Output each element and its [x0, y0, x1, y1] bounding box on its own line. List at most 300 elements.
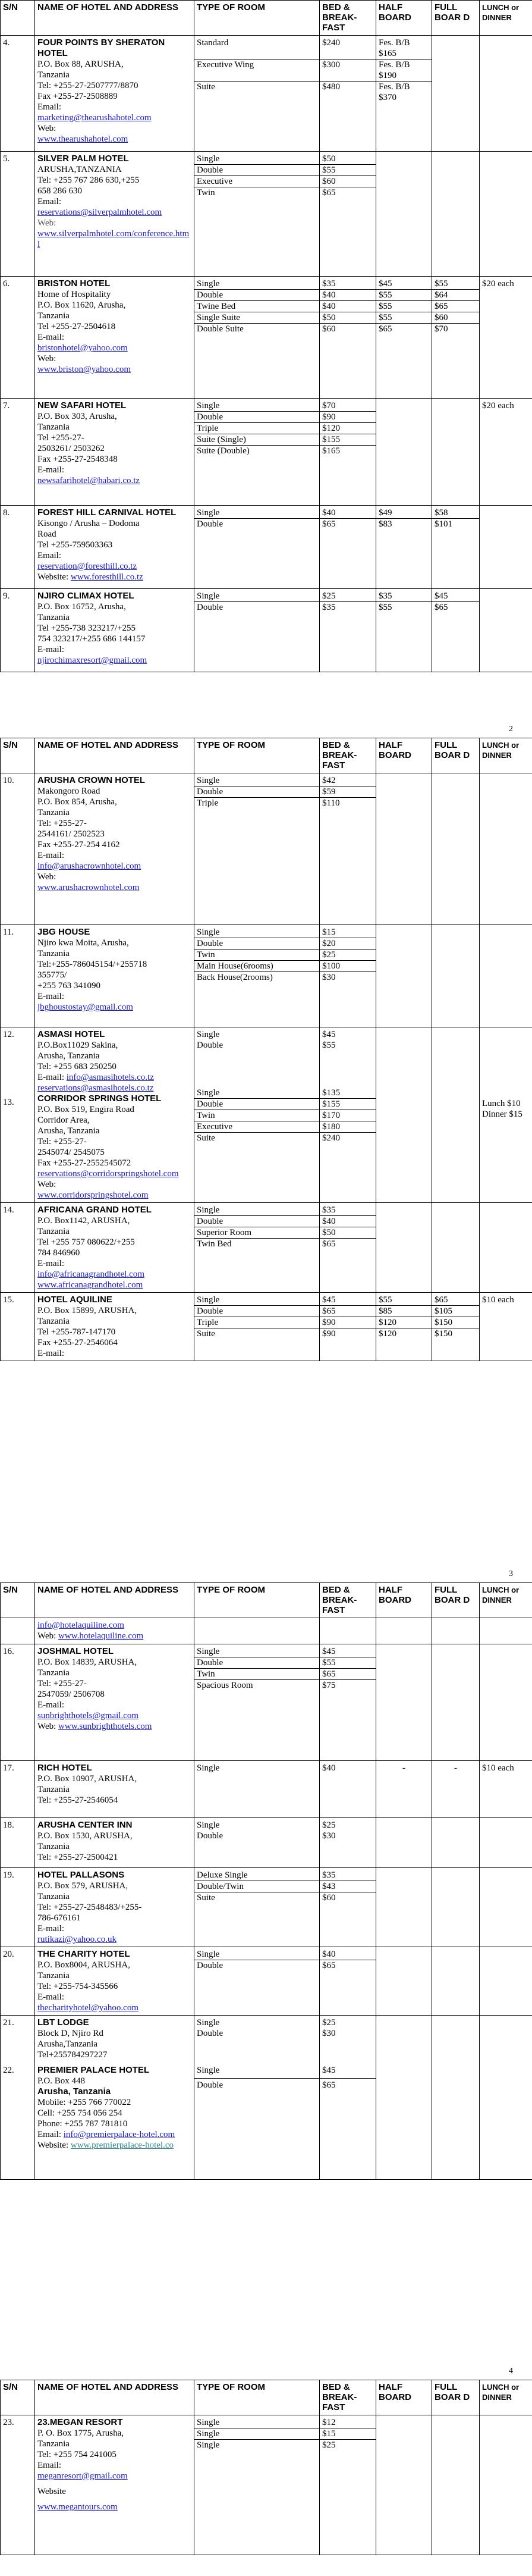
price: $75: [322, 1681, 336, 1690]
header-ld: LUNCH or DINNER: [480, 2380, 532, 2415]
room-type: Single: [194, 591, 319, 602]
email-link[interactable]: jbghoustostay@gmail.com: [37, 1002, 133, 1012]
price: $150: [435, 1329, 452, 1339]
price: -: [402, 1763, 405, 1773]
room-type: Suite: [197, 1893, 215, 1903]
hotel-address: [35, 1818, 194, 1868]
web-label: Website:: [37, 2141, 69, 2150]
price: $155: [320, 1099, 376, 1110]
price: $90: [322, 1329, 336, 1339]
price: $42: [320, 775, 376, 786]
price: $45: [320, 1295, 376, 1306]
hotel-address: [35, 1947, 194, 2016]
hotel-name: PREMIER PALACE HOTEL: [37, 2065, 150, 2075]
address-line: E-mail:: [37, 1924, 64, 1933]
price: $25: [320, 591, 376, 602]
address-line: P.O. Box 1530, ARUSHA,: [37, 1831, 133, 1841]
hotel-name: NEW SAFARI HOTEL: [37, 400, 127, 410]
room-type: Double: [194, 290, 319, 301]
header-type: TYPE OF ROOM: [194, 1, 320, 36]
price: -: [454, 1763, 457, 1773]
hb-prices: [376, 1293, 432, 1361]
row-sn: 9.: [1, 589, 35, 672]
address-line: Arusha, Tanzania: [37, 1051, 100, 1061]
address-line: ARUSHA,TANZANIA: [37, 165, 122, 174]
header-hb: HALF BOARD: [376, 1, 432, 36]
table-row: [1, 589, 532, 672]
hotel-name: NJIRO CLIMAX HOTEL: [37, 591, 134, 601]
empty-cell: [432, 1618, 480, 1644]
table-row: [1, 1293, 532, 1361]
table-row: [1, 1618, 532, 1644]
fb-prices: [432, 2415, 480, 2555]
table-row: [1, 1203, 532, 1293]
price: $65: [322, 1961, 336, 1970]
address-line: P.O. Box 14839, ARUSHA,: [37, 1657, 137, 1667]
price: $60: [320, 176, 376, 187]
row-sn: [1, 1618, 35, 1644]
header-name: NAME OF HOTEL AND ADDRESS: [35, 1, 194, 36]
room-types: [194, 152, 320, 277]
email-link[interactable]: thecharityhotel@yahoo.com: [37, 2003, 139, 2013]
hb-prices: [376, 2016, 432, 2180]
room-type: Single: [194, 153, 319, 165]
page-2: [0, 725, 532, 1361]
header-fb: FULL BOAR D: [432, 738, 480, 773]
address-line: Makongoro Road: [37, 786, 100, 796]
room-type: Single: [194, 2428, 319, 2440]
row-sn: 23.: [1, 2415, 35, 2555]
ld-price: $10 each: [480, 1293, 532, 1361]
price: Fes. B/B $165: [376, 37, 432, 59]
room-type: Suite (Double): [197, 446, 250, 456]
row-sn: 16.: [1, 1644, 35, 1761]
price: $35: [376, 591, 432, 602]
address-line: Tel +255-787-147170: [37, 1327, 116, 1337]
ld-price: [480, 506, 532, 589]
address-line: 658 286 630: [37, 186, 82, 196]
web-link[interactable]: www.foresthill.co.tz: [70, 572, 143, 582]
price: $65: [379, 324, 392, 334]
web-line: [37, 1631, 191, 1641]
room-types: [194, 1761, 320, 1818]
room-type: Double: [194, 1216, 319, 1227]
address-line: Njiro kwa Moita, Arusha,: [37, 938, 129, 948]
address-line: Fax +255-27-2548348: [37, 455, 118, 464]
email-link[interactable]: marketing@thearushahotel.com: [37, 113, 152, 123]
price: $30: [322, 1831, 336, 1841]
table-row: [1, 277, 532, 399]
hb-prices: [376, 1203, 432, 1293]
bb-prices: [320, 2415, 376, 2555]
hotel-address: [35, 589, 194, 672]
room-type: Executive Wing: [194, 59, 319, 82]
web-label: Web:: [37, 124, 56, 133]
hotel-address: [35, 2016, 194, 2180]
price: $45: [432, 591, 479, 602]
room-type: Double: [197, 519, 223, 529]
email-link[interactable]: reservation@foresthill.co.tz: [37, 562, 137, 571]
bb-prices: [320, 36, 376, 152]
room-types: [194, 36, 320, 152]
address-line: P.O. Box1142, ARUSHA,: [37, 1216, 130, 1226]
email-link[interactable]: info@premierpalace-hotel.com: [63, 2130, 175, 2139]
email-link[interactable]: info@asmasihotels.co.tz: [66, 1073, 154, 1082]
room-type: Single: [197, 2440, 220, 2450]
email-link-2[interactable]: reservations@asmasihotels.co.tz: [37, 1083, 154, 1093]
web-label: Website:: [37, 572, 69, 582]
price: $65: [322, 1239, 336, 1249]
address-line: E-mail:: [37, 333, 64, 342]
email-link[interactable]: info@africanagrandhotel.com: [37, 1270, 144, 1279]
email-link[interactable]: sunbrighthotels@gmail.com: [37, 1711, 139, 1721]
bb-prices: [320, 1293, 376, 1361]
header-fb: FULL BOAR D: [432, 1, 480, 36]
address-line: 2545074/ 2545075: [37, 1148, 105, 1157]
address-line: Tanzania: [37, 422, 70, 432]
room-type: Main House(6rooms): [194, 961, 319, 972]
room-type: Single: [197, 2066, 220, 2075]
email-link[interactable]: reservations@corridorspringshotel.com: [37, 1169, 179, 1179]
fb-prices: [432, 152, 480, 277]
web-link[interactable]: www.hotelaquiline.com: [58, 1631, 144, 1641]
email-link[interactable]: newsafarihotel@habari.co.tz: [37, 476, 140, 485]
row-sn: 20.: [1, 1947, 35, 2016]
room-type: Double: [194, 412, 319, 423]
bb-prices: [320, 589, 376, 672]
room-type: Single: [194, 1949, 319, 1960]
table-header-row: [1, 2380, 532, 2415]
price: $155: [320, 434, 376, 446]
hb-prices: [376, 773, 432, 925]
address-line: E-mail:: [37, 1992, 64, 2002]
price: $35: [320, 278, 376, 290]
address-line: Road: [37, 529, 56, 539]
price: $65: [432, 1295, 479, 1306]
row-sn: [1, 2016, 35, 2180]
address-line: Fax +255-27-2508889: [37, 92, 118, 101]
fb-prices: [432, 925, 480, 1027]
hotel-name: BRISTON HOTEL: [37, 278, 111, 289]
ld-price: [480, 1947, 532, 2016]
room-type: Single: [194, 400, 319, 412]
email-line: [37, 1072, 191, 1083]
hotel-name: JBG HOUSE: [37, 927, 90, 937]
hb-prices: [376, 36, 432, 152]
bb-prices: [320, 2016, 376, 2180]
row-sn: 14.: [1, 1203, 35, 1293]
room-types: [194, 277, 320, 399]
fb-prices: [432, 399, 480, 506]
price: $45: [376, 278, 432, 290]
web-link[interactable]: www.megantours.com: [37, 2502, 118, 2512]
hotel-address: [35, 506, 194, 589]
price: $110: [322, 798, 340, 808]
price: $85: [376, 1306, 432, 1317]
web-link[interactable]: www.arushacrownhotel.com: [37, 883, 140, 892]
price: $40: [320, 301, 376, 312]
ld-price: [480, 773, 532, 925]
hotel-name: SILVER PALM HOTEL: [37, 153, 129, 164]
room-type: Triple: [197, 798, 219, 808]
room-types: [194, 1644, 320, 1761]
hotel-address: [35, 1868, 194, 1947]
room-type: Double: [194, 1657, 319, 1669]
web-link[interactable]: www.sunbrighthotels.com: [58, 1722, 152, 1731]
header-hb: HALF BOARD: [376, 1583, 432, 1618]
ld-price: $20 each: [480, 277, 532, 399]
header-bb: BED & BREAK-FAST: [320, 1, 376, 36]
hotel-address: [35, 36, 194, 152]
header-ld: LUNCH or DINNER: [480, 1, 532, 36]
price: $240: [320, 37, 376, 59]
address-line: E-mail:: [37, 851, 64, 860]
address-line: Tanzania: [37, 1668, 70, 1678]
header-sn: S/N: [1, 738, 35, 773]
price: Fes. B/B $370: [379, 82, 410, 102]
hb-prices: [376, 399, 432, 506]
email-link[interactable]: bristonhotel@yahoo.com: [37, 343, 128, 353]
room-type: Double: [197, 1831, 223, 1841]
room-type: Single: [194, 2417, 319, 2428]
bb-prices: [320, 1761, 376, 1818]
price: $101: [435, 519, 452, 529]
bb-prices: [320, 1947, 376, 2016]
address-line: Tanzania: [37, 1892, 70, 1901]
price: $55: [376, 1295, 432, 1306]
address-line: Tel: +255-27-2546054: [37, 1795, 118, 1805]
address-line: Tanzania: [37, 2439, 70, 2449]
table-row: [1, 2016, 532, 2180]
header-type: TYPE OF ROOM: [194, 1583, 320, 1618]
address-line: 2503261/ 2503262: [37, 444, 105, 453]
web-link[interactable]: www.africanagrandhotel.com: [37, 1280, 143, 1290]
hb-prices: [376, 277, 432, 399]
email-link[interactable]: info@arushacrownhotel.com: [37, 861, 141, 871]
address-line: Email:: [37, 551, 61, 560]
header-sn: S/N: [1, 1583, 35, 1618]
row-sn: 15.: [1, 1293, 35, 1361]
web-label: Website: [37, 2487, 66, 2496]
room-type: Single: [194, 278, 319, 290]
price: $55: [376, 290, 432, 301]
price: $40: [320, 290, 376, 301]
address-line: P.O. Box 579, ARUSHA,: [37, 1881, 128, 1891]
ld-price: $20 each: [480, 399, 532, 506]
header-name: NAME OF HOTEL AND ADDRESS: [35, 1583, 194, 1618]
hotel-name: JOSHMAL HOTEL: [37, 1646, 114, 1656]
hotel-name: CORRIDOR SPRINGS HOTEL: [37, 1093, 162, 1104]
hotel-table-page-2: [0, 738, 532, 1361]
price: $120: [376, 1317, 432, 1328]
email-line: [37, 2129, 191, 2140]
room-types: [194, 1868, 320, 1947]
room-type: Suite: [197, 1133, 215, 1143]
address-line: Cell: +255 754 056 254: [37, 2108, 122, 2118]
price: $120: [320, 423, 376, 434]
room-type: Double Suite: [197, 324, 244, 334]
address-line: P.O. Box 88, ARUSHA,: [37, 59, 124, 69]
address-line: Tel +255-27-2504618: [37, 322, 116, 331]
address-line: Tanzania: [37, 1227, 70, 1236]
price: $35: [322, 603, 336, 612]
room-type: Single: [197, 1763, 220, 1773]
empty-cell: [376, 1618, 432, 1644]
hb-prices: [376, 1947, 432, 2016]
table-row: [1, 506, 532, 589]
hotel-address: [35, 925, 194, 1027]
address-line: Fax +255-27-2552545072: [37, 1158, 131, 1168]
hb-prices: [376, 925, 432, 1027]
fb-prices: [432, 36, 480, 152]
address-line: Phone: +255 787 781810: [37, 2119, 128, 2129]
empty-cell: [320, 1618, 376, 1644]
hotel-name: 23.MEGAN RESORT: [37, 2417, 123, 2427]
room-type: Single: [197, 1820, 220, 1830]
price: $55: [376, 301, 432, 312]
web-line: [37, 572, 191, 582]
hb-prices: [376, 1761, 432, 1818]
fb-prices: [432, 589, 480, 672]
page-3: [0, 1569, 532, 2180]
row-sn: 17.: [1, 1761, 35, 1818]
address-line: E-mail:: [37, 465, 64, 475]
room-types: [194, 1027, 320, 1203]
address-line: Email:: [37, 2461, 61, 2470]
web-link[interactable]: www.premierpalace-hotel.co: [70, 2141, 174, 2150]
room-type: Single: [194, 507, 319, 519]
hotel-address: [35, 1644, 194, 1761]
address-line: Home of Hospitality: [37, 290, 111, 299]
hb-prices: [376, 589, 432, 672]
web-link[interactable]: www.thearushahotel.com: [37, 134, 128, 144]
address-line: P.O. Box 10907, ARUSHA,: [37, 1774, 137, 1784]
price: $165: [322, 446, 340, 456]
table-row: [1, 1027, 532, 1203]
room-type: Double: [194, 165, 319, 176]
header-fb: FULL BOAR D: [432, 1583, 480, 1618]
table-row: [1, 152, 532, 277]
row-sn: 7.: [1, 399, 35, 506]
address-line: Tel+255784297227: [37, 2050, 108, 2060]
price: $12: [320, 2417, 376, 2428]
header-hb: HALF BOARD: [376, 738, 432, 773]
price: $58: [432, 507, 479, 519]
price: $55: [320, 1657, 376, 1669]
header-sn: S/N: [1, 1, 35, 36]
hotel-address: [35, 1203, 194, 1293]
address-line: 2547059/ 2506708: [37, 1690, 105, 1699]
room-types: [194, 2016, 320, 2180]
bb-prices: [320, 1818, 376, 1868]
web-label: Web:: [37, 1180, 56, 1189]
table-header-row: [1, 1583, 532, 1618]
web-link[interactable]: www.briston@yahoo.com: [37, 365, 131, 374]
email-link[interactable]: info@hotelaquiline.com: [37, 1621, 124, 1630]
row-sn-a: 12.: [3, 1030, 14, 1039]
room-type: Double: [197, 603, 223, 612]
room-types: [194, 1947, 320, 2016]
web-link[interactable]: www.silverpalmhotel.com/conference.html: [37, 229, 190, 249]
price: $55: [320, 165, 376, 176]
hotel-address: [35, 773, 194, 925]
email-link[interactable]: rutikazi@yahoo.co.uk: [37, 1935, 117, 1944]
bb-prices: [320, 773, 376, 925]
table-row: [1, 399, 532, 506]
address-line: 754 323217/+255 686 144157: [37, 634, 146, 644]
room-type: Triple: [194, 1317, 319, 1328]
bb-prices: [320, 1644, 376, 1761]
header-name: NAME OF HOTEL AND ADDRESS: [35, 738, 194, 773]
hotel-table-page-3: [0, 1582, 532, 2180]
price: $83: [379, 519, 392, 529]
price: $135: [320, 1088, 376, 1099]
price: $15: [320, 2428, 376, 2440]
hotel-address: [35, 277, 194, 399]
ld-price: [480, 2415, 532, 2555]
room-types: [194, 506, 320, 589]
price: $65: [435, 603, 448, 612]
hb-prices: [376, 1818, 432, 1868]
header-ld: LUNCH or DINNER: [480, 1583, 532, 1618]
hotel-address: [35, 399, 194, 506]
room-types: [194, 1818, 320, 1868]
email-link[interactable]: njirochimaxresort@gmail.com: [37, 656, 147, 665]
price: $90: [320, 1317, 376, 1328]
fb-prices: [432, 277, 480, 399]
address-line: Tel: +255-27-2548483/+255-: [37, 1903, 142, 1912]
address-line: Tel +255 757 080622/+255: [37, 1237, 135, 1247]
table-row: [1, 773, 532, 925]
address-line: Tel: +255 754 241005: [37, 2450, 117, 2459]
address-line: Fax +255-27-254 4162: [37, 840, 120, 850]
price: $65: [320, 1306, 376, 1317]
hotel-name: FOUR POINTS BY SHERATON HOTEL: [37, 37, 165, 58]
room-type: Standard: [194, 37, 319, 59]
fb-prices: [432, 2016, 480, 2180]
hotel-address: [35, 2415, 194, 2555]
web-label: Web:: [37, 872, 56, 882]
address-line: Tel +255-759503363: [37, 540, 113, 550]
row-sn: 19.: [1, 1868, 35, 1947]
room-type: Single: [197, 2018, 220, 2027]
address-line: 2544161/ 2502523: [37, 829, 105, 839]
email-link[interactable]: meganresort@gmail.com: [37, 2471, 128, 2481]
ld-price: [480, 36, 532, 152]
room-type: Double/Twin: [194, 1881, 319, 1892]
page-4: [0, 2367, 532, 2555]
email-link[interactable]: reservations@silverpalmhotel.com: [37, 208, 162, 217]
page-1: [0, 0, 532, 672]
table-row: [1, 925, 532, 1027]
room-type: Double: [194, 786, 319, 798]
table-header-row: [1, 1, 532, 36]
price: $65: [320, 1669, 376, 1680]
price: $43: [320, 1881, 376, 1892]
room-types: [194, 589, 320, 672]
table-header-row: [1, 738, 532, 773]
room-type: Suite: [197, 1329, 215, 1339]
price: $25: [322, 1820, 336, 1830]
address-line: P.O. Box 519, Engira Road: [37, 1105, 134, 1114]
room-type: Suite (Single): [194, 434, 319, 446]
fb-prices: [432, 1947, 480, 2016]
email-label: E-mail:: [37, 1073, 64, 1082]
room-type: Twin: [194, 1110, 319, 1121]
table-row: [1, 1947, 532, 2016]
address-line: Tanzania: [37, 70, 70, 80]
web-link[interactable]: www.corridorspringshotel.com: [37, 1190, 149, 1200]
